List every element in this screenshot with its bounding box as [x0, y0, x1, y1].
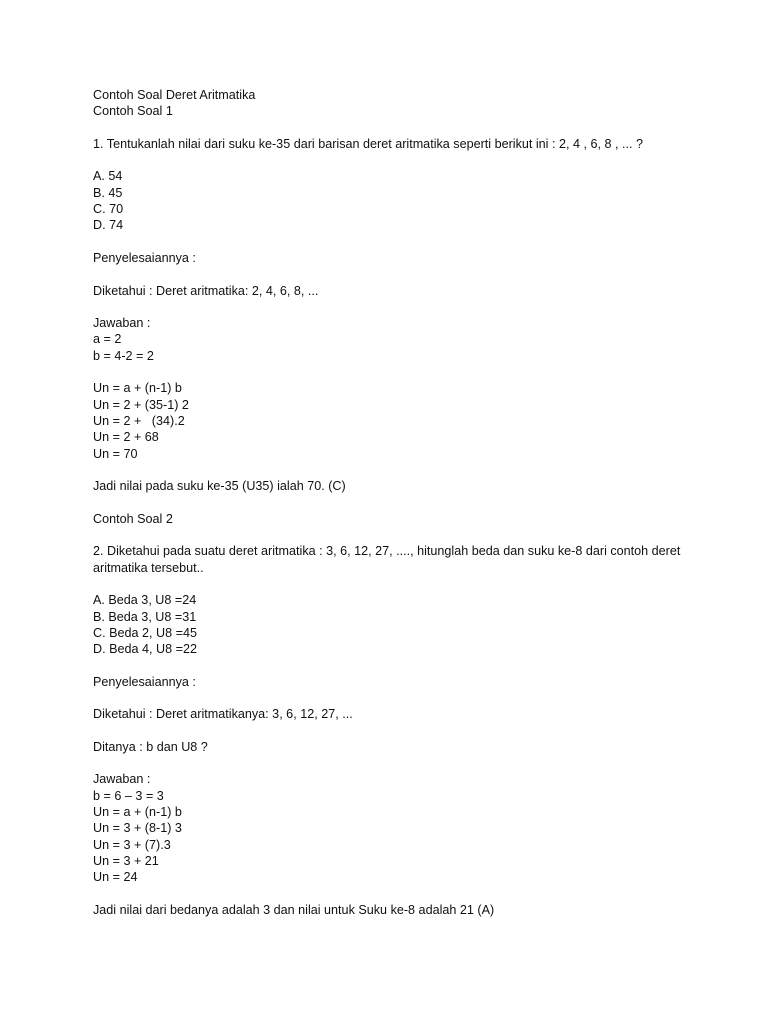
soal1-formula-4: Un = 2 + 68 [93, 430, 159, 445]
soal2-step-5: Un = 3 + 21 [93, 853, 159, 868]
spacer [93, 657, 693, 673]
soal1-heading: Contoh Soal 1 [93, 104, 173, 119]
soal1-option-a: A. 54 [93, 169, 123, 184]
soal2-step-4: Un = 3 + (7).3 [93, 837, 171, 852]
soal2-step-3: Un = 3 + (8-1) 3 [93, 821, 182, 836]
soal1-question: 1. Tentukanlah nilai dari suku ke-35 dari barisan deret aritmatika seperti berikut ini : 2, 4 , 6, 8 , ... ? [93, 136, 643, 151]
soal2-option-a: A. Beda 3, U8 =24 [93, 593, 197, 608]
spacer [93, 527, 693, 543]
spacer [93, 494, 693, 510]
soal1-formula-2: Un = 2 + (35-1) 2 [93, 397, 189, 412]
soal1-formula-1: Un = a + (n-1) b [93, 381, 182, 396]
soal2-diketahui: Diketahui : Deret aritmatikanya: 3, 6, 12, 27, ... [93, 707, 353, 722]
spacer [93, 152, 693, 168]
spacer [93, 886, 693, 902]
spacer [93, 364, 693, 380]
soal1-option-d: D. 74 [93, 218, 124, 233]
soal2-step-1: b = 6 – 3 = 3 [93, 788, 164, 803]
soal2-ditanya: Ditanya : b dan U8 ? [93, 739, 208, 754]
spacer [93, 120, 693, 136]
soal1-conclusion: Jadi nilai pada suku ke-35 (U35) ialah 70. (C) [93, 479, 346, 494]
spacer [93, 299, 693, 315]
soal1-diketahui: Diketahui : Deret aritmatika: 2, 4, 6, 8, ... [93, 283, 319, 298]
soal1-jawaban: Jawaban : [93, 316, 151, 331]
soal1-option-c: C. 70 [93, 202, 124, 217]
soal2-option-b: B. Beda 3, U8 =31 [93, 609, 197, 624]
spacer [93, 266, 693, 282]
soal1-penyelesaian: Penyelesaiannya : [93, 250, 196, 265]
soal1-step-a: a = 2 [93, 332, 122, 347]
spacer [93, 234, 693, 250]
soal1-formula-3: Un = 2 + (34).2 [93, 413, 185, 428]
soal2-penyelesaian: Penyelesaiannya : [93, 674, 196, 689]
spacer [93, 462, 693, 478]
soal2-option-d: D. Beda 4, U8 =22 [93, 642, 197, 657]
spacer [93, 576, 693, 592]
soal1-option-b: B. 45 [93, 185, 123, 200]
soal2-question: 2. Diketahui pada suatu deret aritmatika : 3, 6, 12, 27, ...., hitunglah beda dan suku ke-8 dari contoh deret aritmatika tersebut.. [93, 544, 681, 575]
soal2-step-2: Un = a + (n-1) b [93, 805, 182, 820]
soal2-heading: Contoh Soal 2 [93, 511, 173, 526]
spacer [93, 723, 693, 739]
spacer [93, 755, 693, 771]
soal2-jawaban: Jawaban : [93, 772, 151, 787]
soal1-formula-5: Un = 70 [93, 446, 138, 461]
soal2-step-6: Un = 24 [93, 870, 138, 885]
document-body [93, 87, 693, 918]
soal2-conclusion: Jadi nilai dari bedanya adalah 3 dan nilai untuk Suku ke-8 adalah 21 (A) [93, 902, 495, 917]
soal1-step-b: b = 4-2 = 2 [93, 348, 154, 363]
soal2-option-c: C. Beda 2, U8 =45 [93, 625, 197, 640]
spacer [93, 690, 693, 706]
document-title: Contoh Soal Deret Aritmatika [93, 88, 256, 102]
